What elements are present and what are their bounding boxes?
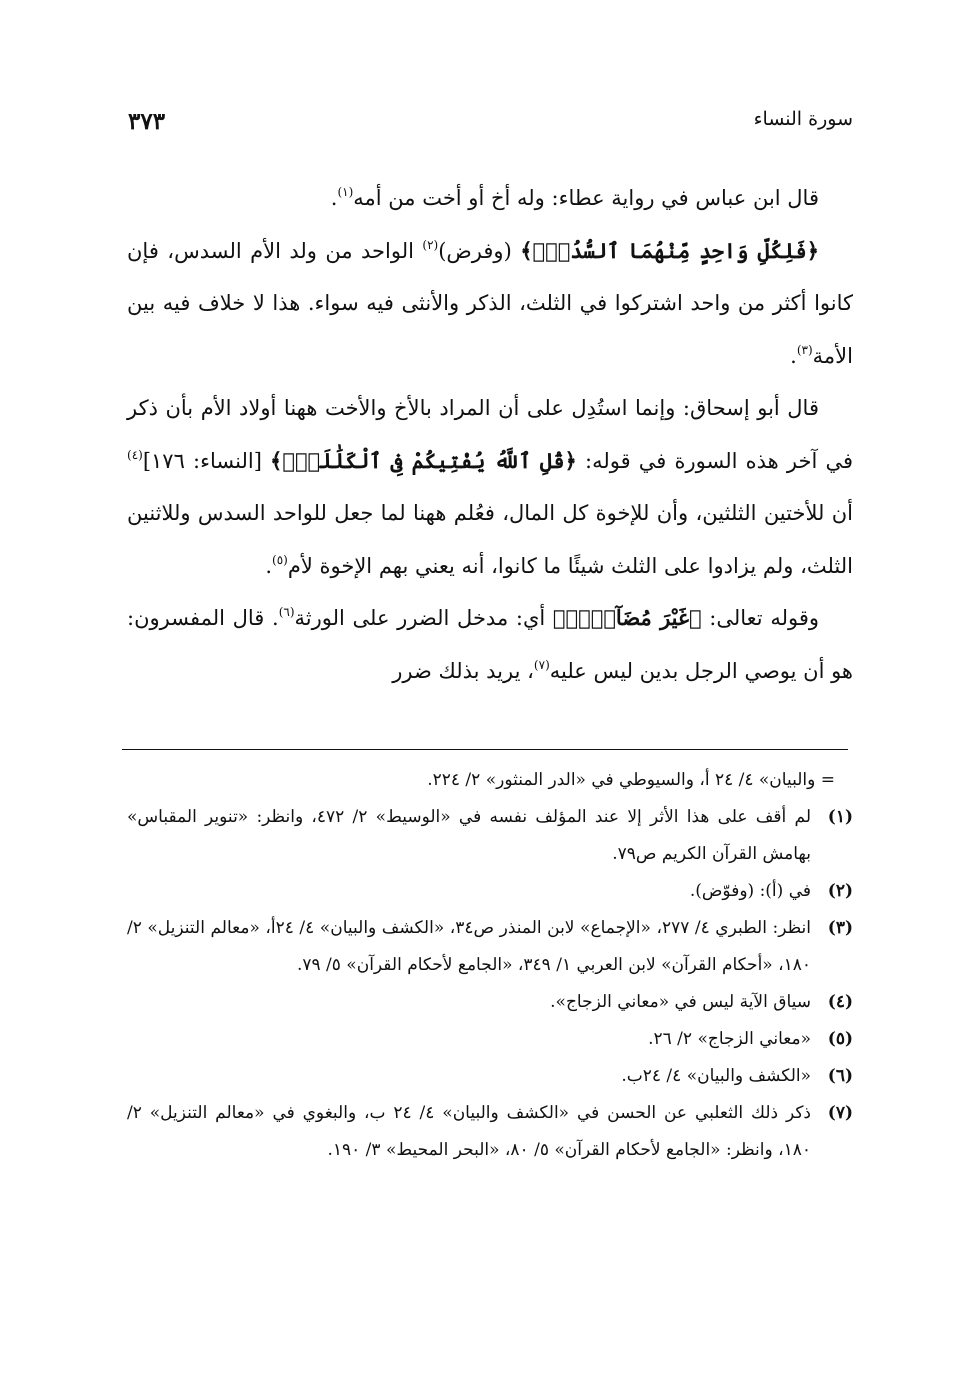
footnote-number: (٥) (827, 1029, 853, 1049)
footnote-text: «معاني الزجاج» ٢/ ٢٦. (648, 1029, 811, 1049)
paragraph-3 (127, 382, 853, 592)
paragraph-text: أن للأختين الثلثين، وأن للإخوة كل المال، فعُلم ههنا لما جعل للواحد السدس وللاثنين الثلث، ولم يزادوا على الثلث شيئًا ما كانوا، أنه يعني بهم الإخوة لأم (127, 501, 853, 578)
punctuation: . (265, 553, 273, 578)
footnote-6 (127, 1058, 853, 1095)
footnote-ref: (٣) (796, 342, 813, 357)
footnote-ref: (٧) (533, 657, 550, 672)
punctuation: . (790, 343, 797, 368)
paragraph-text: . قال المفسرون: هو أن يوصي الرجل بدين ليس عليه (127, 606, 853, 683)
verse-citation: [النساء: ١٧٦] (142, 448, 271, 473)
footnote-number: (٢) (827, 881, 853, 901)
main-text (127, 172, 853, 697)
footnote-ref: (٥) (272, 552, 288, 567)
variant-word: (وفرض) (438, 238, 521, 263)
quran-verse: ﴿قُلِ ٱللَّهُ يُفْتِيكُمْ فِى ٱلْكَلَٰلَةِۚ﴾ (270, 447, 577, 473)
quran-verse: ﴿فَلِكُلِّ وَاحِدٍ مِّنْهُمَا ٱلسُّدُسُۚ﴾ (520, 237, 820, 263)
paragraph-1 (127, 172, 853, 225)
footnote-separator (122, 749, 848, 750)
paragraph-text: أي: مدخل الضرر على الورثة (294, 606, 553, 630)
footnote-text: في (أ): (وفوّض). (689, 881, 811, 901)
footnote-1 (127, 799, 853, 873)
footnote-number: (٤) (827, 992, 853, 1012)
paragraph-text: الواحد من ولد الأم السدس، فإن كانوا أكثر من واحد اشتركوا في الثلث، الذكر والأنثى فيه سواء. هذا لا خلاف فيه بين الأمة (127, 238, 853, 368)
paragraph-text: قال أبو إسحاق: وإنما استُدِل على أن المراد بالأخ والأخت ههنا أولاد الأم بأن ذكر في آخر هذه السورة في قوله: (127, 396, 853, 473)
paragraph-2 (127, 225, 853, 383)
footnote-ref: (٤) (127, 447, 143, 462)
footnote-number: (٧) (827, 1103, 853, 1123)
footnote-number: (٦) (827, 1066, 853, 1086)
footnote-continuation (127, 762, 853, 799)
paragraph-text: وقوله تعالى: (701, 606, 820, 630)
footnote-4 (127, 984, 853, 1021)
footnote-text: سياق الآية ليس في «معاني الزجاج». (550, 992, 811, 1012)
footnote-text: = والبيان» ٤/ ٢٤ أ، والسيوطي في «الدر المنثور» ٢/ ٢٢٤. (427, 770, 835, 790)
footnote-text: لم أقف على هذا الأثر إلا عند المؤلف نفسه في «الوسيط» ٢/ ٤٧٢، وانظر: «تنوير المقباس» بهامش القرآن الكريم ص٧٩. (127, 807, 811, 864)
footnote-ref: (٦) (278, 605, 295, 619)
footnote-3 (127, 910, 853, 984)
footnote-number: (١) (827, 807, 853, 827)
footnote-text: ذكر ذلك الثعلبي عن الحسن في «الكشف والبيان» ٤/ ٢٤ ب، والبغوي في «معالم التنزيل» ٢/ ١٨٠، وانظر: «الجامع لأحكام القرآن» ٥/ ٨٠، «البحر المحيط» ٣/ ١٩٠. (127, 1103, 811, 1160)
footnote-text: انظر: الطبري ٤/ ٢٧٧، «الإجماع» لابن المنذر ص٣٤، «الكشف والبيان» ٤/ ٢٤أ، «معالم التنزيل» ٢/ ١٨٠، «أحكام القرآن» لابن العربي ١/ ٣٤٩، «الجامع لأحكام القرآن» ٥/ ٧٩. (127, 918, 811, 975)
running-title: سورة النساء (753, 108, 853, 130)
footnote-number: (٣) (827, 918, 853, 938)
page-number: ٣٧٣ (128, 108, 166, 135)
paragraph-text: ، يريد بذلك ضرر (392, 658, 534, 683)
paragraph-4 (127, 592, 853, 697)
quran-verse: ﴿غَيْرَ مُضَآرٍّۚ﴾ (552, 605, 702, 630)
punctuation: . (330, 186, 338, 210)
footnote-ref: (١) (337, 185, 354, 199)
footnote-text: «الكشف والبيان» ٤/ ٢٤ب. (621, 1066, 811, 1086)
footnote-5 (127, 1021, 853, 1058)
footnotes (127, 762, 853, 1169)
paragraph-text: قال ابن عباس في رواية عطاء: وله أخ أو أخت من أمه (353, 186, 819, 210)
footnote-2 (127, 873, 853, 910)
footnote-7 (127, 1095, 853, 1169)
footnote-ref: (٢) (422, 237, 439, 252)
